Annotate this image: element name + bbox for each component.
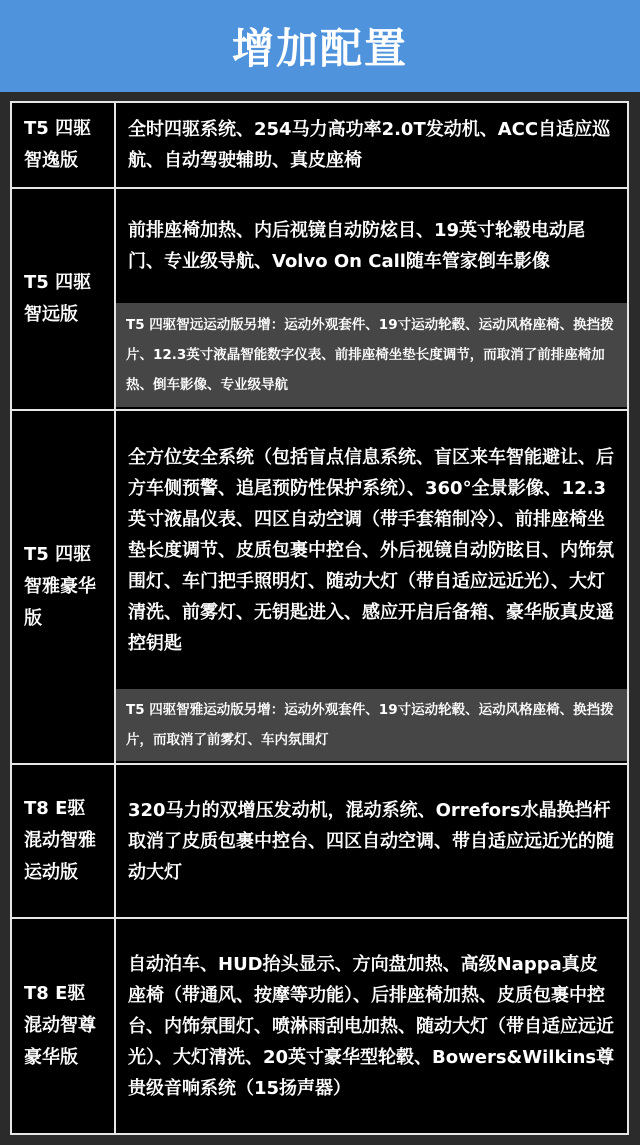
trim-label: T5 四驱 智逸版 xyxy=(12,103,116,187)
table-row xyxy=(12,765,627,919)
sport-variant-note: T5 四驱智雅运动版另增：运动外观套件、19寸运动轮毂、运动风格座椅、换挡拨片，而取消了前雾灯、车内氛围灯 xyxy=(116,689,627,761)
table-row xyxy=(12,189,627,411)
config-table xyxy=(10,101,629,1135)
features-text: 自动泊车、HUD抬头显示、方向盘加热、高级Nappa真皮座椅（带通风、按摩等功能）、后排座椅加热、皮质包裹中控台、内饰氛围灯、喷淋雨刮电加热、随动大灯（带自适应远近光）、大灯清洗、20英寸豪华型轮毂、Bowers&Wilkins尊贵级音响系统（15扬声器） xyxy=(128,953,615,1099)
page-title: 增加配置 xyxy=(231,24,408,73)
trim-label: T8 E驱 混动智雅 运动版 xyxy=(12,765,116,917)
table-row xyxy=(12,103,627,189)
table-row xyxy=(12,919,627,1133)
sport-variant-note: T5 四驱智远运动版另增：运动外观套件、19寸运动轮毂、运动风格座椅、换挡拨片、12.3英寸液晶智能数字仪表、前排座椅坐垫长度调节，而取消了前排座椅加热、倒车影像、专业级导航 xyxy=(116,303,627,407)
title-banner xyxy=(0,0,640,92)
features-text: 前排座椅加热、内后视镜自动防炫目、19英寸轮毂电动尾门、专业级导航、Volvo On Call随车管家倒车影像 xyxy=(128,220,586,272)
features-text: 全时四驱系统、254马力高功率2.0T发动机、ACC自适应巡航、自动驾驶辅助、真皮座椅 xyxy=(128,119,611,171)
trim-label: T5 四驱 智远版 xyxy=(12,189,116,409)
trim-label: T5 四驱 智雅豪华 版 xyxy=(12,411,116,763)
trim-label: T8 E驱 混动智尊 豪华版 xyxy=(12,919,116,1133)
table-row xyxy=(12,411,627,765)
features-text: 320马力的双增压发动机，混动系统、Orrefors水晶换挡杆 取消了皮质包裹中控台、四区自动空调、带自适应远近光的随动大灯 xyxy=(128,799,614,883)
features-text: 全方位安全系统（包括盲点信息系统、盲区来车智能避让、后方车侧预警、追尾预防性保护系统）、360°全景影像、12.3英寸液晶仪表、四区自动空调（带手套箱制冷）、前排座椅坐垫长度调节、皮质包裹中控台、外后视镜自动防眩目、内饰氛围灯、车门把手照明灯、随动大灯（带自适应远近光）、大灯清洗、前雾灯、无钥匙进入、感应开启后备箱、豪华版真皮遥控钥匙 xyxy=(128,446,614,654)
